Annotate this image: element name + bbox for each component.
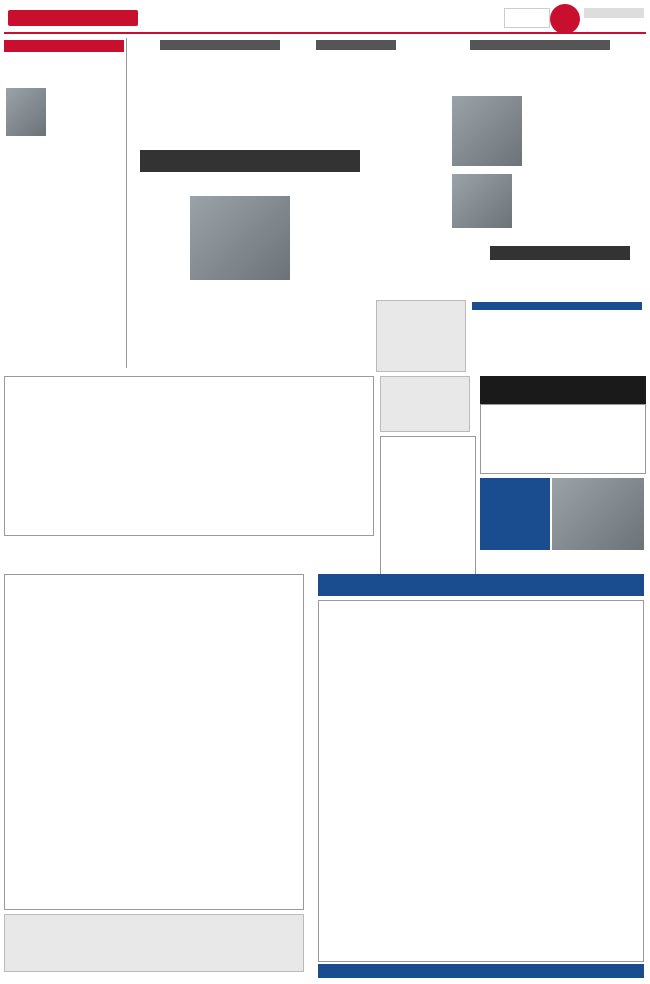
newspaper-logo	[8, 10, 138, 26]
blue-band	[472, 302, 642, 310]
course-advert-photo	[552, 478, 644, 550]
page-number-badge	[550, 4, 580, 34]
sale-advertisement	[380, 376, 470, 432]
land-sale-notice	[380, 436, 476, 576]
news-photo	[452, 96, 522, 166]
news-photo	[452, 174, 512, 228]
date-line	[584, 8, 644, 18]
headline	[160, 40, 280, 50]
lead-headline	[140, 150, 360, 172]
recruitment-table	[318, 600, 644, 962]
recruitment-banner	[480, 376, 646, 404]
section-badge	[504, 8, 550, 28]
headline	[470, 40, 610, 50]
tender-notice	[4, 376, 374, 536]
news-photo	[190, 196, 290, 280]
recruitment-advert	[480, 404, 646, 474]
column-divider	[126, 38, 127, 368]
news-brief-banner	[4, 40, 124, 52]
portrait-photo	[6, 88, 46, 136]
contact-footer	[4, 914, 304, 972]
notice-box	[376, 300, 466, 372]
headline	[316, 40, 396, 50]
footer-band	[318, 964, 644, 978]
page-header	[4, 4, 646, 34]
company-banner	[318, 574, 644, 596]
headline	[490, 246, 630, 260]
job-circular	[4, 574, 304, 910]
course-advert	[480, 478, 550, 550]
